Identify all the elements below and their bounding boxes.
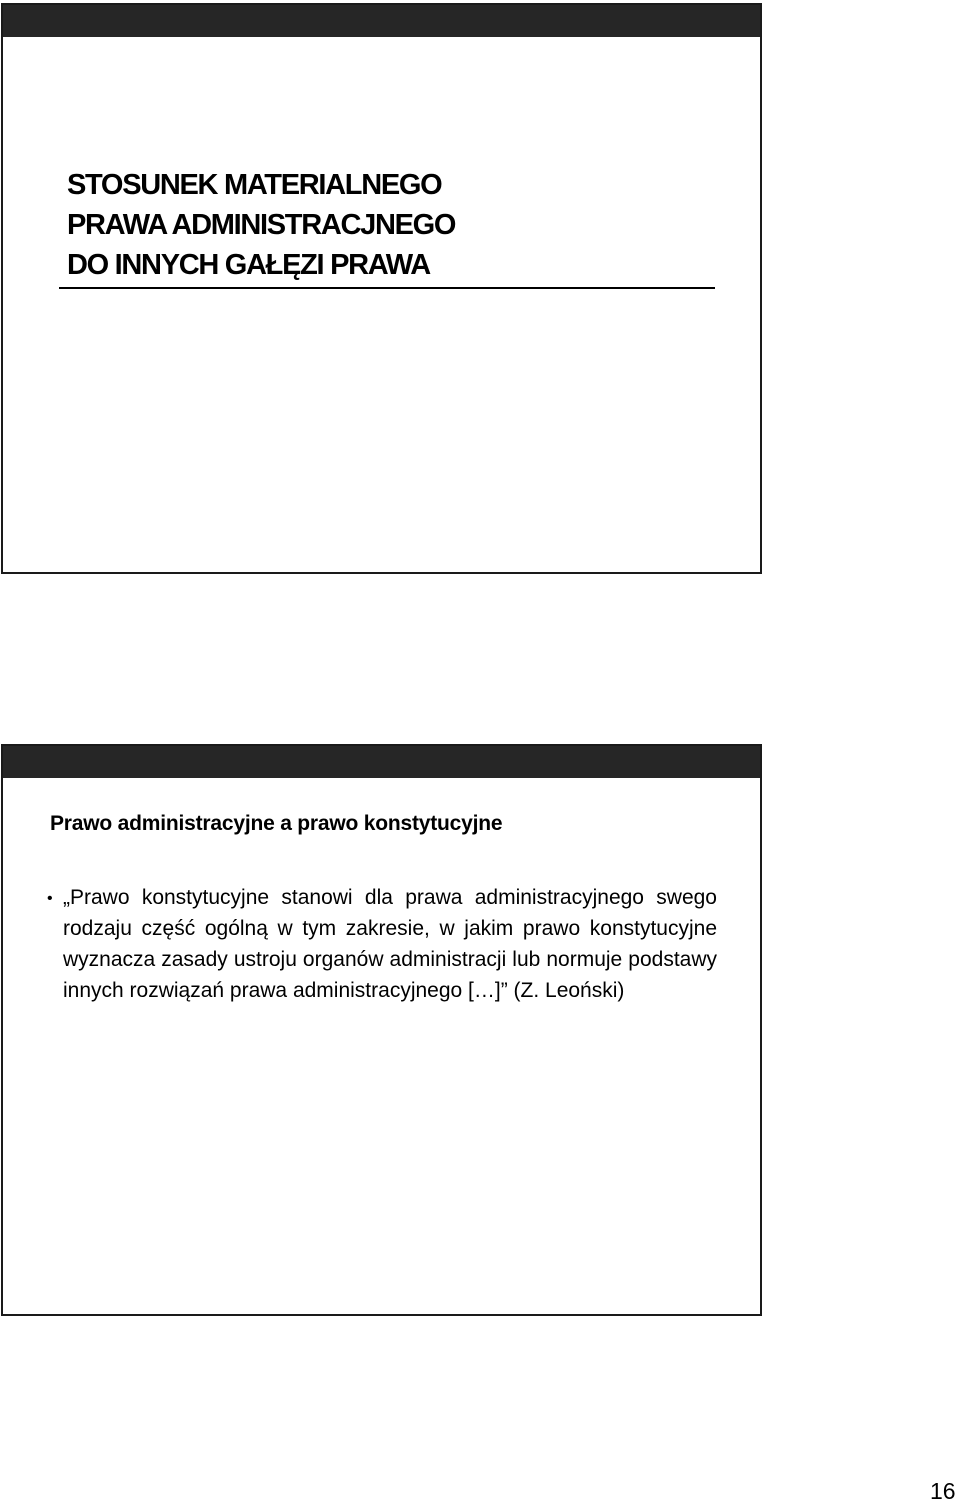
- slide-2: [1, 744, 762, 1316]
- bullet-icon: •: [47, 890, 53, 907]
- slide-title-line-1: STOSUNEK MATERIALNEGO: [67, 169, 442, 201]
- page-number: 16: [930, 1478, 956, 1504]
- slide-header-bar: [3, 5, 760, 37]
- bullet-quote-text: „Prawo konstytucyjne stanowi dla prawa administracyjnego swego rodzaju część ogólną w tym zakresie, w jakim prawo konstytucyjne wyznacza zasady ustroju organów administracji lub normuje podstawy innych rozwiązań prawa administracyjnego […]” (Z. Leoński): [63, 886, 717, 1002]
- slide-title: [67, 165, 455, 285]
- slide-title-line-2: PRAWA ADMINISTRACJNEGO: [67, 209, 456, 241]
- slide-header-bar: [3, 746, 760, 778]
- title-underline-divider: [59, 287, 715, 289]
- slide-heading: Prawo administracyjne a prawo konstytucyjne: [50, 812, 503, 835]
- slide-title-line-3: DO INNYCH GAŁĘZI PRAWA: [67, 249, 430, 281]
- slide-1: [1, 3, 762, 574]
